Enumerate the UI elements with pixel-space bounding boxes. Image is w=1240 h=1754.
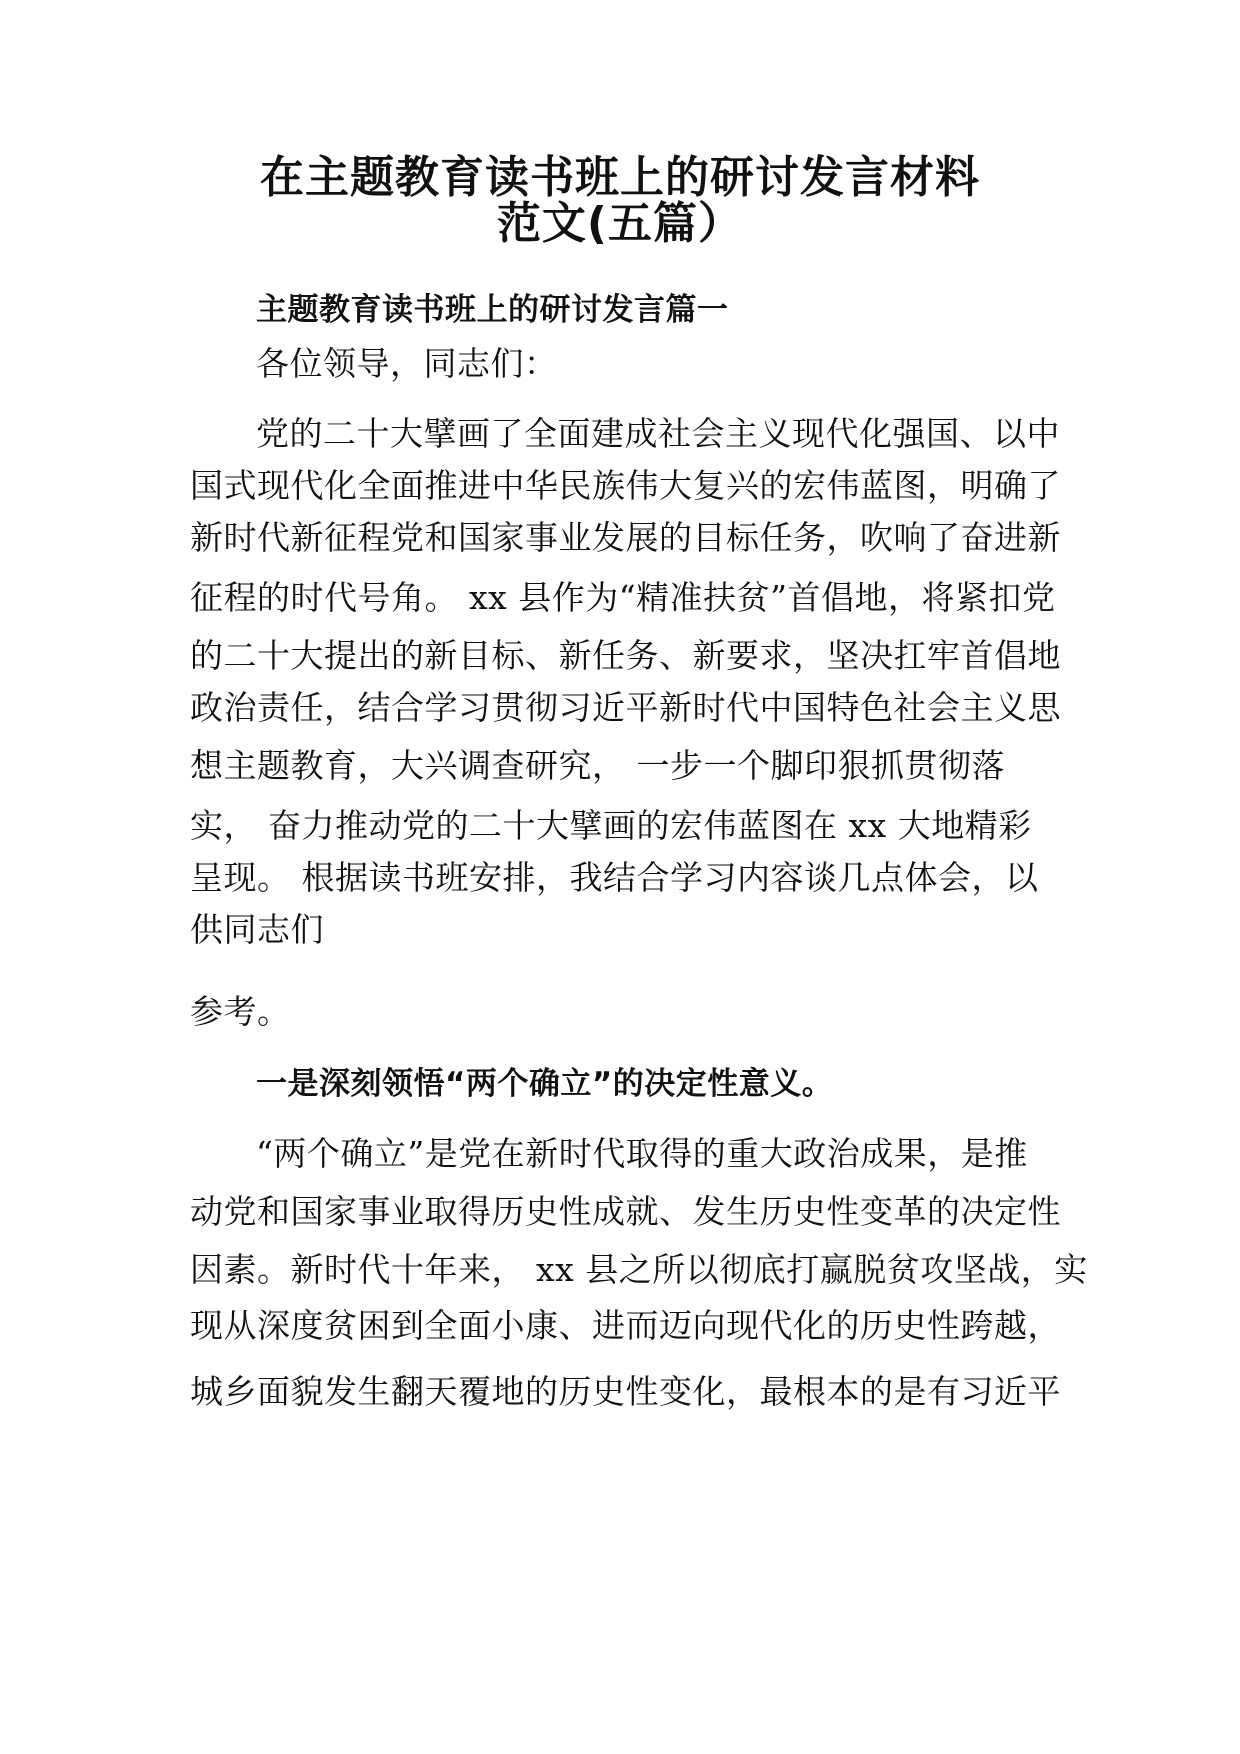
paragraph-line: 国式现代化全面推进中华民族伟大复兴的宏伟蓝图，明确了 (190, 466, 1061, 505)
paragraph-line: 参考。 (190, 992, 291, 1031)
paragraph-line: 党的二十大擘画了全面建成社会主义现代化强国、以中 (256, 414, 1060, 453)
section-heading: 主题教育读书班上的研讨发言篇一 (256, 292, 729, 328)
salutation: 各位领导，同志们： (256, 344, 558, 383)
paragraph-line: 现从深度贫困到全面小康、进而迈向现代化的历史性跨越， (190, 1306, 1061, 1345)
paragraph-line: 城乡面貌发生翻天覆地的历史性变化，最根本的是有习近平 (190, 1372, 1061, 1411)
point-1-heading: 一是深刻领悟“两个确立”的决定性意义。 (256, 1066, 834, 1102)
document-title-line-1: 在主题教育读书班上的研讨发言材料 (260, 152, 980, 203)
paragraph-line: 新时代新征程党和国家事业发展的目标任务，吹响了奋进新 (190, 518, 1061, 557)
paragraph-line: 供同志们 (190, 910, 324, 949)
paragraph-line: 因素。新时代十年来， xx 县之所以彻底打赢脱贫攻坚战，实 (190, 1250, 1088, 1289)
paragraph-line: 的二十大提出的新目标、新任务、新要求，坚决扛牢首倡地 (190, 636, 1061, 675)
paragraph-line: 呈现。 根据读书班安排，我结合学习内容谈几点体会，以 (190, 858, 1039, 897)
paragraph-line: “两个确立”是党在新时代取得的重大政治成果，是推 (256, 1134, 1028, 1173)
document-title-line-2: 范文(五篇） (496, 198, 744, 249)
paragraph-line: 征程的时代号角。 xx 县作为“精准扶贫”首倡地，将紧扣党 (190, 578, 1056, 617)
paragraph-line: 想主题教育，大兴调查研究， 一步一个脚印狠抓贯彻落 (190, 746, 1005, 785)
paragraph-line: 动党和国家事业取得历史性成就、发生历史性变革的决定性 (190, 1192, 1061, 1231)
paragraph-line: 实， 奋力推动党的二十大擘画的宏伟蓝图在 xx 大地精彩 (190, 806, 1032, 845)
paragraph-line: 政治责任，结合学习贯彻习近平新时代中国特色社会主义思 (190, 688, 1061, 727)
